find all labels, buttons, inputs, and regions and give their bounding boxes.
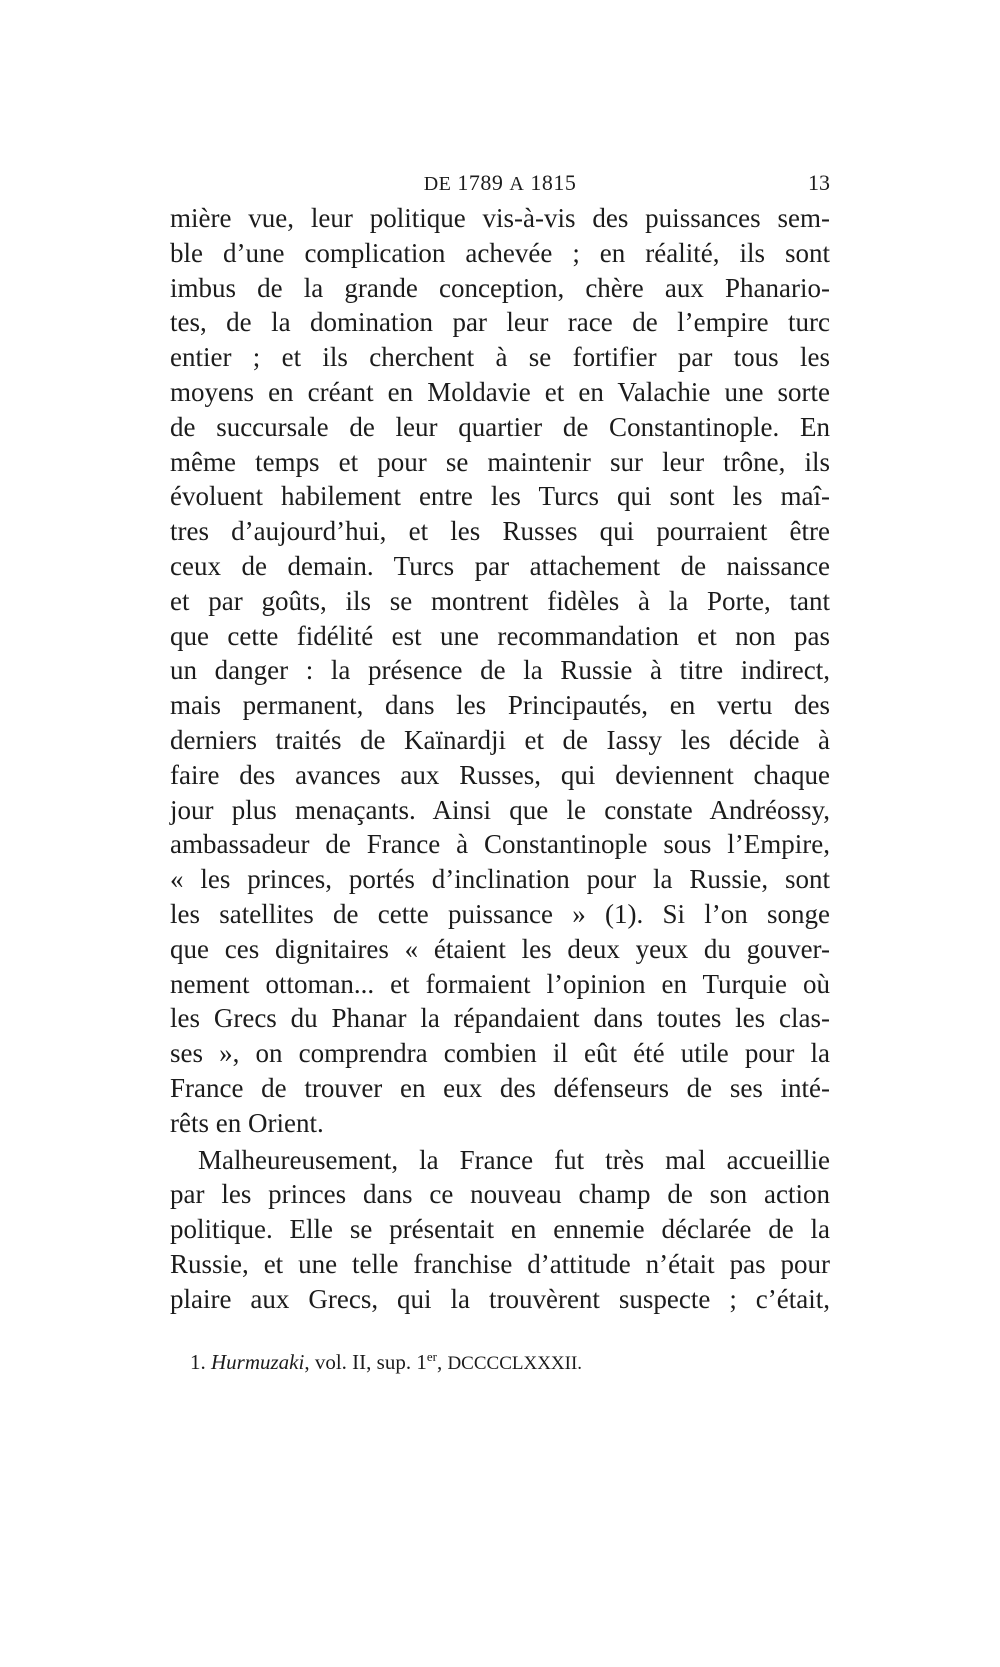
text-line: « les princes, portés d’inclination pour la Russie, sont <box>170 864 830 895</box>
running-title-conjunction: A <box>509 173 525 195</box>
running-title <box>170 168 830 199</box>
text-line: mière vue, leur politique vis-à-vis des puissances sem- <box>170 203 830 233</box>
text-line: tes, de la domination par leur race de l’empire turc <box>170 307 830 338</box>
paragraph <box>170 1143 830 1317</box>
text-line: moyens en créant en Moldavie et en Valachie une sorte <box>170 376 830 407</box>
footnote-supplement: 1 <box>416 1350 427 1374</box>
text-line: derniers traités de Kaïnardji et de Iassy les décide à <box>170 724 830 755</box>
footnote-separator: , <box>436 1350 448 1374</box>
text-line: ambassadeur de France à Constantinople sous l’Empire, <box>170 829 830 860</box>
footnote-author: Hurmuzaki <box>211 1350 305 1374</box>
running-title-prefix: DE <box>423 173 452 195</box>
text-line: que cette fidélité est une recommandation et non pas <box>170 620 830 651</box>
text-line: ble d’une complication achevée ; en réalité, ils sont <box>170 237 830 268</box>
text-line: politique. Elle se présentait en ennemie déclarée de la <box>170 1214 830 1245</box>
text-line: plaire aux Grecs, qui la trouvèrent suspecte ; c’était, <box>170 1283 830 1314</box>
footnote <box>190 1342 810 1379</box>
page-number: 13 <box>808 170 830 195</box>
text-line: et par goûts, ils se montrent fidèles à la Porte, tant <box>170 585 830 616</box>
text-line: rêts en Orient. <box>170 1107 324 1138</box>
text-line: les satellites de cette puissance » (1). Si l’on songe <box>170 898 830 929</box>
text-line: les Grecs du Phanar la répandaient dans toutes les clas- <box>170 1003 830 1034</box>
text-line: ses », on comprendra combien il eût été utile pour la <box>170 1038 830 1069</box>
text-line: Russie, et une telle franchise d’attitude n’était pas pour <box>170 1248 830 1279</box>
text-line: jour plus menaçants. Ainsi que le constate Andréossy, <box>170 794 830 825</box>
text-line: faire des avances aux Russes, qui deviennent chaque <box>170 759 830 790</box>
text-line: nement ottoman... et formaient l’opinion en Turquie où <box>170 968 830 999</box>
footnote-supplement-superscript: er <box>426 1349 437 1364</box>
text-line: par les princes dans ce nouveau champ de son action <box>170 1179 830 1210</box>
body-text <box>170 201 830 1317</box>
text-line: évoluent habilement entre les Turcs qui sont les maî- <box>170 481 830 512</box>
paragraph <box>170 201 830 1141</box>
text-line: de succursale de leur quartier de Constantinople. En <box>170 411 830 442</box>
text-line: France de trouver en eux des défenseurs de ses inté- <box>170 1072 830 1103</box>
footnote-number: 1. <box>190 1350 206 1374</box>
footnote-document-number: DCCCCLXXXII. <box>447 1353 583 1374</box>
text-line: que ces dignitaires « étaient les deux yeux du gouver- <box>170 933 830 964</box>
running-head <box>170 168 830 198</box>
footnote-volume: , vol. II, sup. <box>304 1350 417 1374</box>
text-line: entier ; et ils cherchent à se fortifier par tous les <box>170 342 830 373</box>
running-title-year-start: 1789 <box>457 170 504 195</box>
running-title-year-end: 1815 <box>530 170 577 195</box>
text-line: Malheureusement, la France fut très mal accueillie <box>198 1144 830 1175</box>
text-line: un danger : la présence de la Russie à titre indirect, <box>170 655 830 686</box>
text-line: même temps et pour se maintenir sur leur trône, ils <box>170 446 830 477</box>
text-line: ceux de demain. Turcs par attachement de naissance <box>170 550 830 581</box>
text-line: tres d’aujourd’hui, et les Russes qui pourraient être <box>170 516 830 547</box>
text-line: mais permanent, dans les Principautés, en vertu des <box>170 690 830 721</box>
text-line: imbus de la grande conception, chère aux Phanario- <box>170 272 830 303</box>
